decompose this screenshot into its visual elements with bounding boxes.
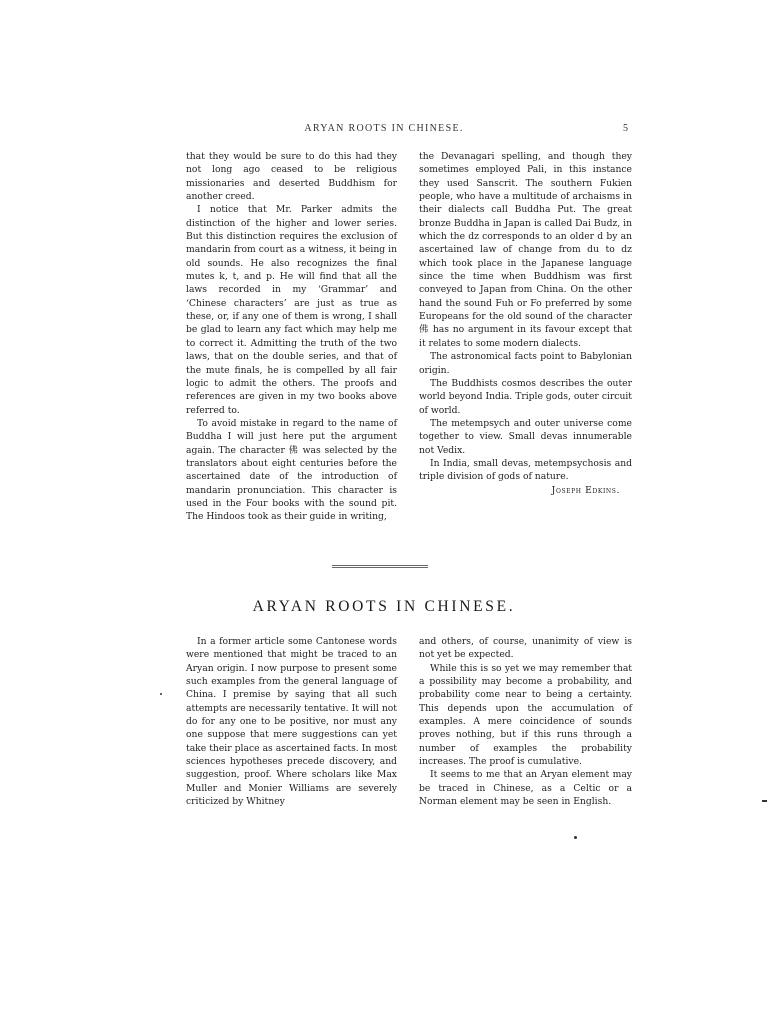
scan-speck (762, 800, 767, 802)
scan-speck (160, 693, 162, 695)
paragraph: The metempsych and outer universe come together to view. Small devas innumerable not Vedix. (419, 417, 632, 456)
continuation-left-column (186, 150, 397, 524)
paragraph: In a former article some Cantonese words were mentioned that might be traced to an Aryan origin. I now purpose to present some such examples from the general language of China. I premise by saying that all such attempts are necessarily tentative. It will not do for any one to be positive, nor must any one suppose that mere suggestions can yet take their place as ascertained facts. In most sciences hypotheses precede discovery, and suggestion, proof. Where scholars like Max Muller and Monier Williams are severely criticized by Whitney (186, 636, 397, 808)
article-right-column (419, 635, 632, 808)
article-title: ARYAN ROOTS IN CHINESE. (252, 598, 516, 615)
paragraph: the Devanagari spelling, and though they sometimes employed Pali, in this instance they used Sanscrit. The southern Fukien people, who have a multitude of archaisms in their dialects call Buddha Put. The great bronze Buddha in Japan is called Dai Budz, in which the dz corresponds to an older d by an ascertained law of change from du to dz which took place in the Japanese language since the time when Buddhism was first conveyed to Japan from China. On the other hand the sound Fuh or Fo preferred by some Europeans for the old sound of the character 佛 has no argument in its favour except that it relates to some modern dialects. (419, 151, 632, 349)
running-head-title: ARYAN ROOTS IN CHINESE. (304, 123, 464, 134)
scan-speck (574, 836, 577, 839)
author-signature: Joseph Edkins. (551, 484, 620, 496)
paragraph: that they would be sure to do this had they not long ago ceased to be religious missionaries and deserted Buddhism for another creed. (186, 151, 397, 203)
page-number: 5 (623, 123, 630, 134)
paragraph: In India, small devas, metempsychosis and triple division of gods of nature. (419, 457, 632, 483)
paragraph: I notice that Mr. Parker admits the distinction of the higher and lower series. But this distinction requires the exclusion of mandarin from court as a witness, it being in old sounds. He also recognizes the final mutes k, t, and p. He will find that all the laws recorded in my ‘Grammar’ and ‘Chinese characters’ are just as true as these, or, if any one of them is wrong, I shall be glad to learn any fact which may help me to correct it. Admitting the truth of the two laws, that on the double series, and that of the mute finals, he is compelled by all fair logic to admit the others. The proofs and references are given in my two books above referred to. (186, 204, 397, 416)
paragraph: While this is so yet we may remember that a possibility may become a probability, and probability come near to being a certainty. This depends upon the accumulation of examples. A mere coincidence of sounds proves nothing, but if this runs through a number of examples the probability increases. The proof is cumulative. (419, 662, 632, 768)
continuation-right-column (419, 150, 632, 497)
section-divider (332, 565, 428, 568)
paragraph: To avoid mistake in regard to the name of Buddha I will just here put the argument again. The character 佛 was selected by the translators about eight centuries before the ascertained date of the introduction of mandarin pronunciation. This character is used in the Four books with the sound pit. The Hindoos took as their guide in writing, (186, 417, 397, 523)
paragraph: It seems to me that an Aryan element may be traced in Chinese, as a Celtic or a Norman element may be seen in English. (419, 769, 632, 808)
paragraph: The astronomical facts point to Babylonian origin. (419, 351, 632, 376)
paragraph: The Buddhists cosmos describes the outer world beyond India. Triple gods, outer circuit of world. (419, 377, 632, 416)
article-left-column (186, 635, 397, 808)
running-head (0, 123, 768, 137)
paragraph: and others, of course, unanimity of view is not yet be expected. (419, 636, 632, 661)
